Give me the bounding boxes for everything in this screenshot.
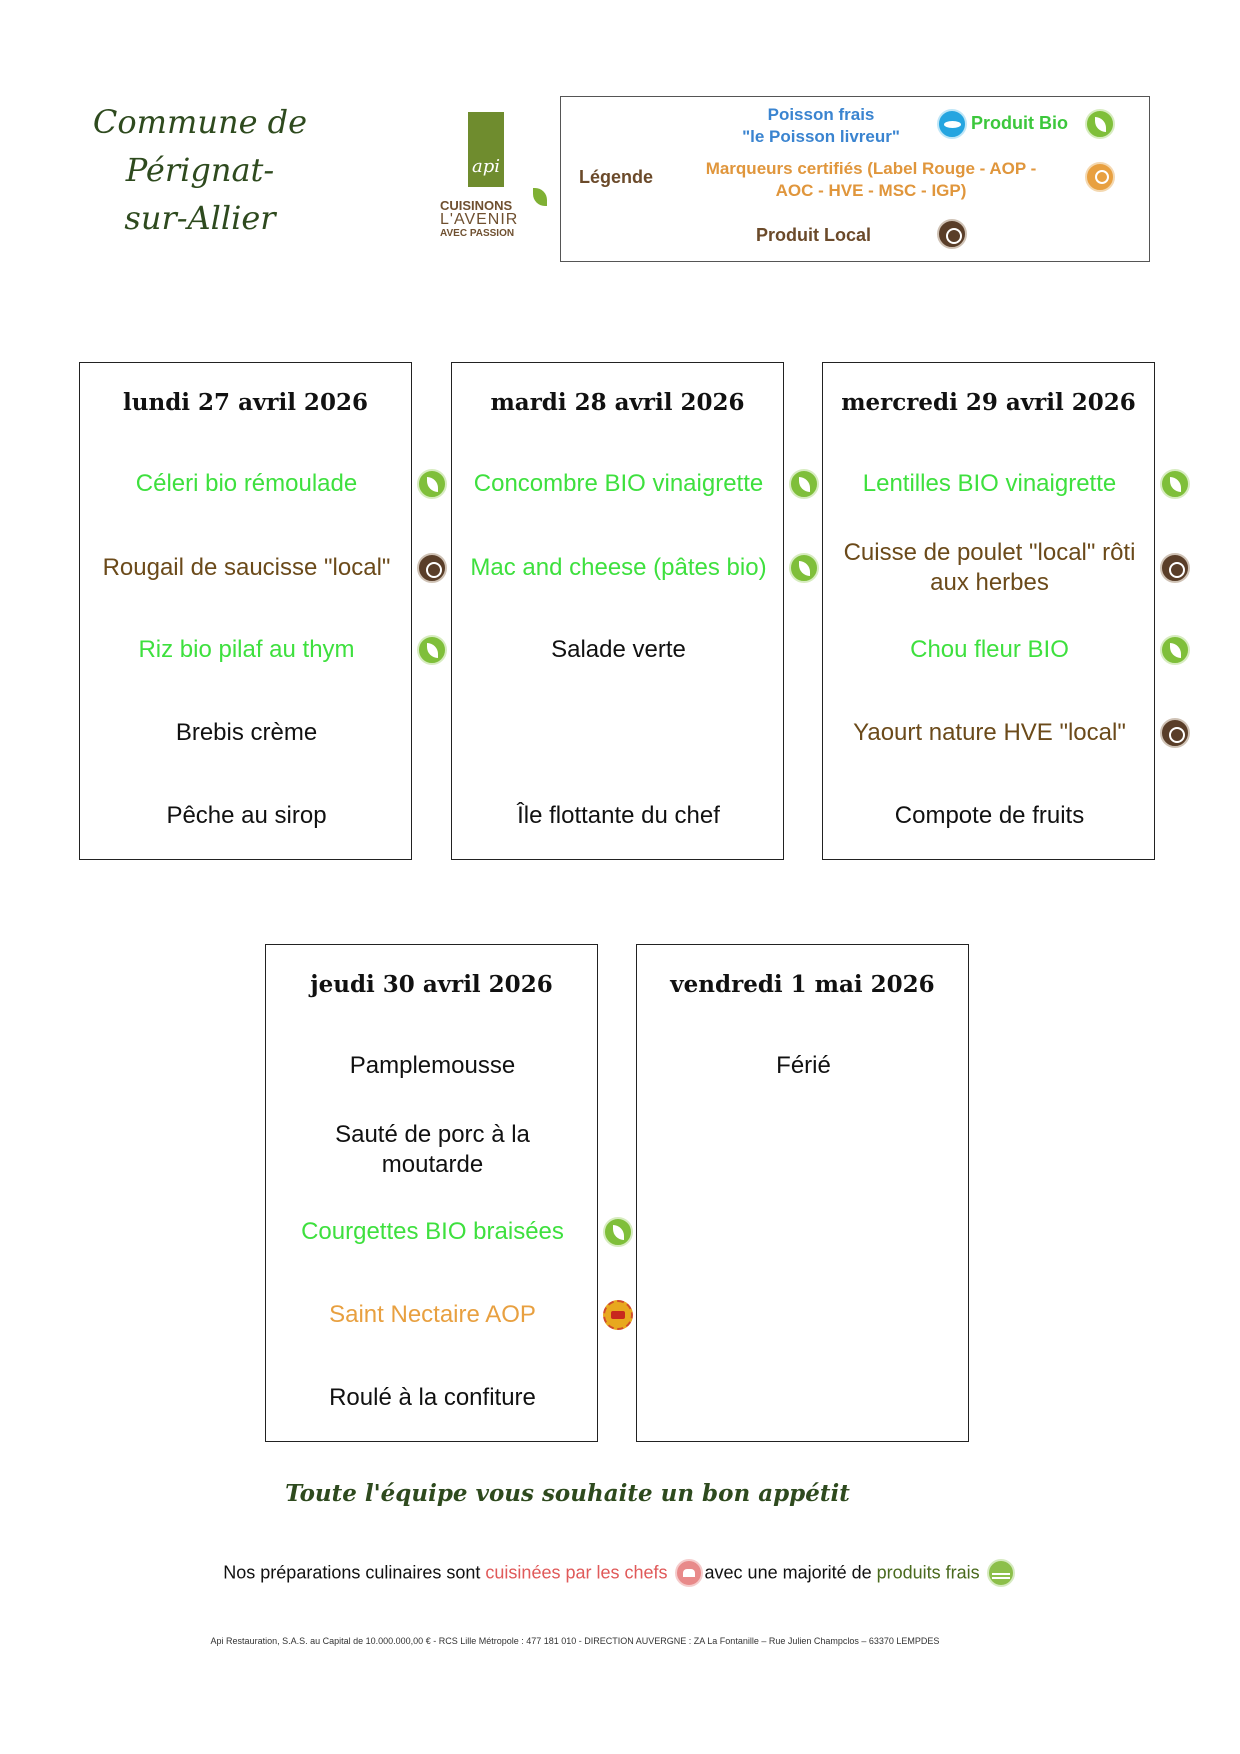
day-card bbox=[822, 362, 1155, 860]
local-product-icon bbox=[1160, 718, 1190, 748]
commune-title-line1: Commune de Pérignat- bbox=[92, 103, 308, 189]
menu-item bbox=[823, 635, 1156, 665]
bio-leaf-icon bbox=[789, 469, 819, 499]
menu-item bbox=[80, 801, 413, 831]
logo-tagline-3: AVEC PASSION bbox=[440, 228, 515, 239]
menu-item-line1: Courgettes BIO braisées bbox=[301, 1218, 564, 1245]
logo-tagline-1: CUISINONS bbox=[440, 198, 513, 213]
legend-marqueurs-line1: Marqueurs certifiés (Label Rouge - AOP - bbox=[705, 159, 1037, 178]
legend-bio-label: Produit Bio bbox=[971, 113, 1068, 133]
commune-title bbox=[40, 98, 360, 242]
menu-item-line1: Concombre BIO vinaigrette bbox=[473, 470, 764, 497]
certified-label-icon bbox=[1085, 162, 1115, 192]
menu-item bbox=[266, 1300, 599, 1330]
menu-item bbox=[80, 635, 413, 665]
legend-poisson-line2: "le Poisson livreur" bbox=[742, 127, 900, 146]
menu-item bbox=[823, 718, 1156, 748]
day-title: lundi 27 avril 2026 bbox=[123, 389, 368, 416]
aop-seal-icon bbox=[603, 1300, 633, 1330]
day-card bbox=[451, 362, 784, 860]
footer-text-frais: produits frais bbox=[876, 1562, 980, 1583]
footer-tagline bbox=[0, 1559, 1240, 1587]
day-card bbox=[265, 944, 598, 1442]
menu-item bbox=[266, 1383, 599, 1413]
menu-item bbox=[266, 1051, 599, 1081]
menu-item-line1: Compote de fruits bbox=[894, 802, 1085, 829]
menu-item bbox=[452, 553, 785, 583]
menu-item-line1: Mac and cheese (pâtes bio) bbox=[470, 554, 767, 581]
footer-text-3: avec une majorité de bbox=[704, 1562, 877, 1583]
menu-item-line1: Pêche au sirop bbox=[166, 802, 327, 829]
local-product-icon bbox=[937, 219, 967, 249]
bio-leaf-icon bbox=[417, 469, 447, 499]
day-title: mercredi 29 avril 2026 bbox=[841, 389, 1136, 416]
menu-item-line1: Chou fleur BIO bbox=[910, 636, 1069, 663]
menu-item-line1: Île flottante du chef bbox=[517, 802, 720, 829]
day-title: mardi 28 avril 2026 bbox=[490, 389, 745, 416]
menu-item-line1: Céleri bio rémoulade bbox=[135, 470, 358, 497]
legend-poisson-line1: Poisson frais bbox=[767, 105, 875, 124]
bio-leaf-icon bbox=[603, 1217, 633, 1247]
fresh-field-icon bbox=[987, 1559, 1015, 1587]
menu-item-line2: aux herbes bbox=[930, 569, 1049, 596]
menu-item bbox=[823, 538, 1156, 598]
menu-item-line1: Férié bbox=[776, 1052, 831, 1079]
footer-text-chefs: cuisinées par les chefs bbox=[485, 1562, 668, 1583]
chef-hat-icon bbox=[675, 1559, 703, 1587]
menu-item bbox=[452, 469, 785, 499]
menu-item-line1: Sauté de porc à la bbox=[335, 1121, 530, 1148]
legend-poisson-label bbox=[711, 104, 931, 148]
logo-tagline-2: L'AVENIR bbox=[440, 211, 519, 228]
footer-text-1: Nos préparations culinaires sont bbox=[223, 1562, 486, 1583]
legend-local-label: Produit Local bbox=[756, 225, 872, 245]
menu-item bbox=[452, 801, 785, 831]
menu-item-line2: moutarde bbox=[381, 1151, 484, 1178]
menu-item-line1: Lentilles BIO vinaigrette bbox=[862, 470, 1117, 497]
api-logo bbox=[440, 110, 550, 245]
menu-item-line1: Brebis crème bbox=[175, 719, 318, 746]
legend-title: Légende bbox=[579, 167, 654, 187]
legend-box bbox=[560, 96, 1150, 262]
bio-leaf-icon bbox=[1160, 469, 1190, 499]
day-title: vendredi 1 mai 2026 bbox=[670, 971, 935, 998]
menu-item-line1: Rougail de saucisse "local" bbox=[102, 554, 391, 581]
legend-marqueurs-label bbox=[681, 158, 1061, 202]
bio-leaf-icon bbox=[789, 553, 819, 583]
menu-item-line1: Riz bio pilaf au thym bbox=[138, 636, 355, 663]
menu-item bbox=[80, 553, 413, 583]
menu-item-line1: Roulé à la confiture bbox=[329, 1384, 536, 1411]
menu-item bbox=[823, 801, 1156, 831]
menu-item bbox=[637, 1051, 970, 1081]
legal-notice: Api Restauration, S.A.S. au Capital de 10.000.000,00 € - RCS Lille Métropole : 477 181 010 - DIRECTION AUVERGNE : ZA La Fontanille – Rue Julien Champclos – 63370 LEMPDES bbox=[210, 1636, 940, 1646]
menu-item bbox=[80, 718, 413, 748]
menu-item bbox=[823, 469, 1156, 499]
day-title: jeudi 30 avril 2026 bbox=[310, 971, 553, 998]
menu-item-line1: Cuisse de poulet "local" rôti bbox=[843, 539, 1136, 566]
menu-item bbox=[266, 1217, 599, 1247]
api-logo-box: api bbox=[468, 112, 504, 187]
menu-item bbox=[80, 469, 413, 499]
menu-item-line1: Yaourt nature HVE "local" bbox=[853, 719, 1126, 746]
menu-item-line1: Pamplemousse bbox=[349, 1052, 516, 1079]
bio-leaf-icon bbox=[1085, 109, 1115, 139]
menu-item bbox=[266, 1120, 599, 1180]
legend-marqueurs-line2: AOC - HVE - MSC - IGP) bbox=[775, 181, 967, 200]
menu-item-line1: Saint Nectaire AOP bbox=[329, 1301, 536, 1328]
day-card bbox=[79, 362, 412, 860]
fish-icon bbox=[937, 109, 967, 139]
bio-leaf-icon bbox=[1160, 635, 1190, 665]
menu-item-line1: Salade verte bbox=[551, 636, 686, 663]
local-product-icon bbox=[1160, 553, 1190, 583]
local-product-icon bbox=[417, 553, 447, 583]
commune-title-line2: sur-Allier bbox=[124, 199, 276, 237]
day-card bbox=[636, 944, 969, 1442]
bio-leaf-icon bbox=[417, 635, 447, 665]
closing-message: Toute l'équipe vous souhaite un bon appétit bbox=[285, 1480, 850, 1507]
menu-item bbox=[452, 635, 785, 665]
